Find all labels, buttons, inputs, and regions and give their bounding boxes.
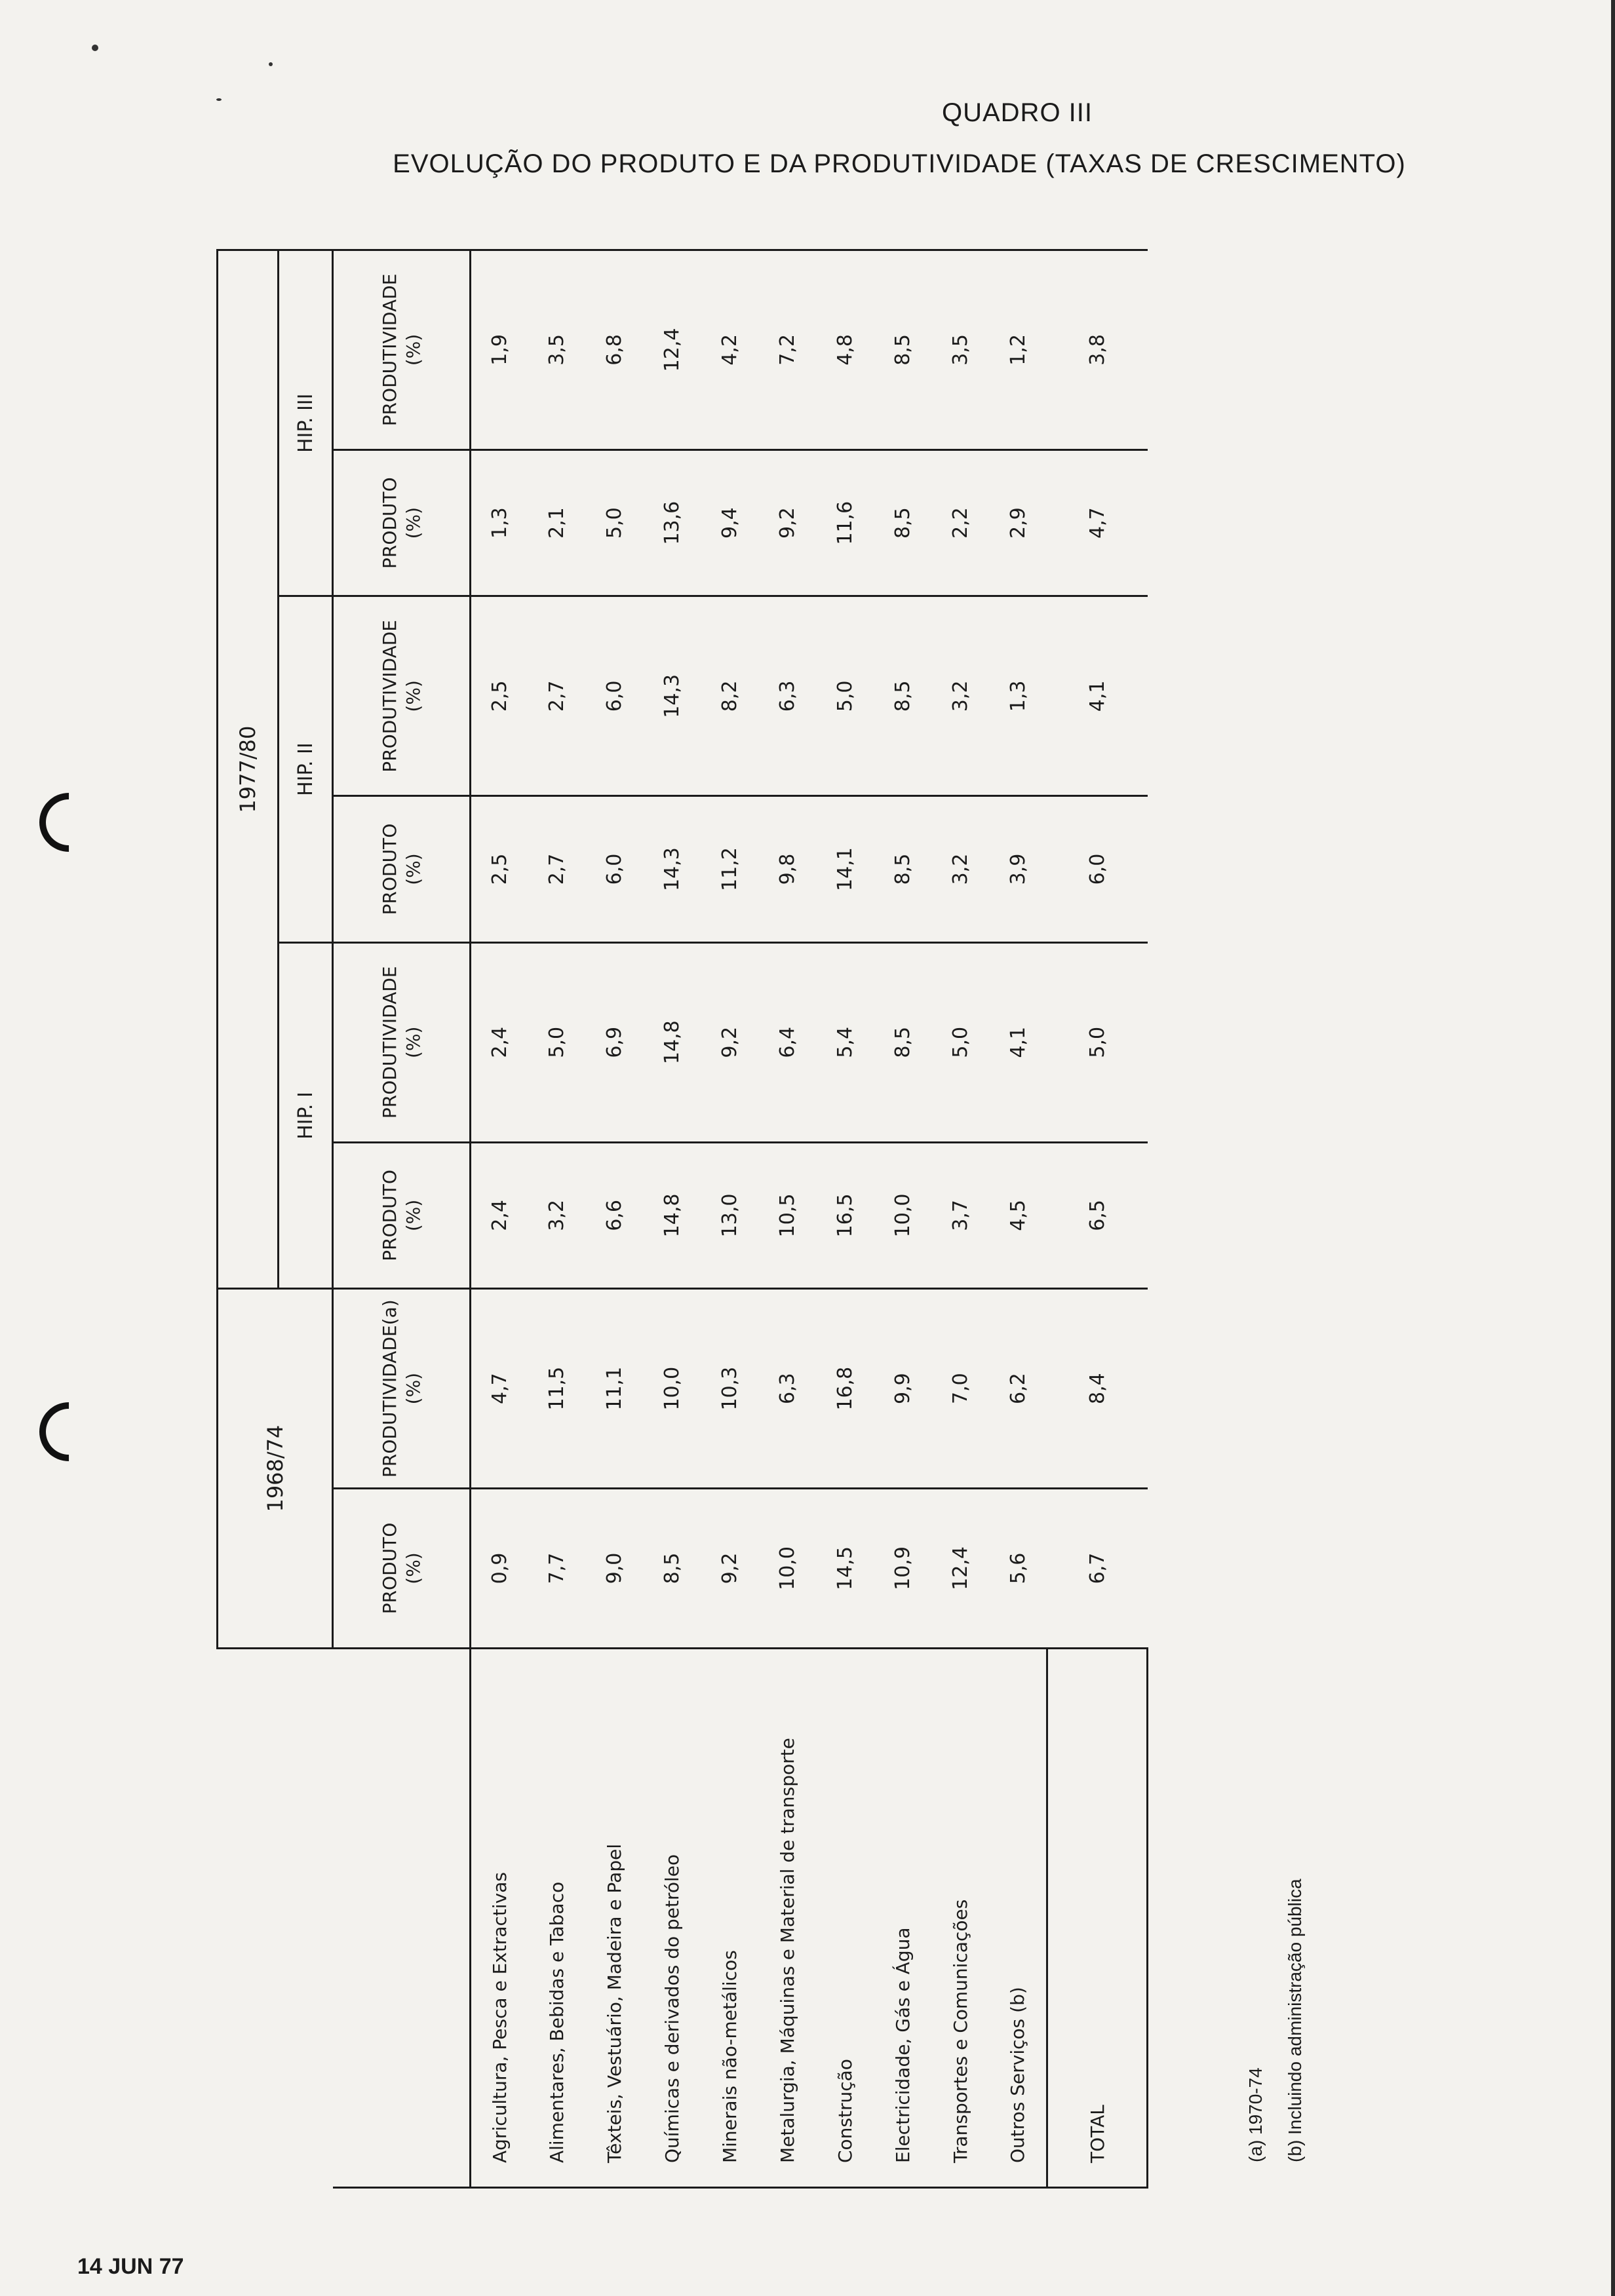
value-cell: 13,0 <box>701 1142 759 1289</box>
produtividade-label: PRODUTIVIDADE <box>378 620 400 773</box>
value-cell: 16,5 <box>817 1142 874 1289</box>
value-cell: 1,3 <box>471 450 528 596</box>
col-produtividade-1968 <box>333 1289 471 1489</box>
value-cell: 4,5 <box>990 1142 1047 1289</box>
total-value-cell: 6,7 <box>1047 1489 1148 1649</box>
total-value-cell: 8,4 <box>1047 1289 1148 1489</box>
speck <box>92 45 98 51</box>
rotated-table-container <box>216 249 1121 2189</box>
table-row <box>874 250 932 2188</box>
total-row <box>1047 250 1148 2188</box>
sector-label: Minerais não-metálicos <box>701 1648 759 2187</box>
value-cell: 3,7 <box>932 1142 990 1289</box>
value-cell: 3,2 <box>528 1142 586 1289</box>
value-cell: 14,8 <box>644 942 701 1142</box>
value-cell: 2,5 <box>471 796 528 943</box>
unit-label: (%) <box>402 680 424 712</box>
value-cell: 6,6 <box>586 1142 644 1289</box>
value-cell: 2,9 <box>990 450 1047 596</box>
value-cell: 8,5 <box>874 450 932 596</box>
produtividade-label: PRODUTIVIDADE <box>378 966 400 1119</box>
value-cell: 4,7 <box>471 1289 528 1489</box>
value-cell: 6,3 <box>759 1289 817 1489</box>
value-cell: 5,0 <box>817 596 874 796</box>
value-cell: 16,8 <box>817 1289 874 1489</box>
value-cell: 2,2 <box>932 450 990 596</box>
value-cell: 8,2 <box>701 596 759 796</box>
unit-label: (%) <box>402 507 424 539</box>
value-cell: 5,4 <box>817 942 874 1142</box>
value-cell: 9,2 <box>701 942 759 1142</box>
value-cell: 6,2 <box>990 1289 1047 1489</box>
value-cell: 14,3 <box>644 596 701 796</box>
produtividade-label: PRODUTIVIDADE <box>378 273 400 427</box>
sector-label: Transportes e Comunicações <box>932 1648 990 2187</box>
value-cell: 14,5 <box>817 1489 874 1649</box>
sector-column-header <box>333 1648 471 2187</box>
date-stamp: 14 JUN 77 <box>77 2254 184 2279</box>
value-cell: 7,0 <box>932 1289 990 1489</box>
unit-label: (%) <box>402 1372 424 1405</box>
value-cell: 4,2 <box>701 250 759 450</box>
produto-label: PRODUTO <box>378 1170 400 1261</box>
value-cell: 12,4 <box>644 250 701 450</box>
value-cell: 6,0 <box>586 796 644 943</box>
table-row <box>759 250 817 2188</box>
value-cell: 8,5 <box>874 796 932 943</box>
punch-hole-top <box>27 780 110 864</box>
sector-label: Construção <box>817 1648 874 2187</box>
unit-label: (%) <box>402 1552 424 1584</box>
blank-corner-2 <box>279 1648 333 2187</box>
period-1977-80-header: 1977/80 <box>218 250 279 1289</box>
table-row <box>528 250 586 2188</box>
value-cell: 8,5 <box>874 250 932 450</box>
total-value-cell: 6,5 <box>1047 1142 1148 1289</box>
period-1968-74-header: 1968/74 <box>218 1289 333 1649</box>
hip-3-header: HIP. III <box>279 250 333 596</box>
produto-label: PRODUTO <box>378 1522 400 1615</box>
page-edge <box>1611 0 1615 2296</box>
value-cell: 4,1 <box>990 942 1047 1142</box>
speck <box>216 98 222 101</box>
col-produtividade-hip1 <box>333 942 471 1142</box>
col-produto-hip3 <box>333 450 471 596</box>
data-table <box>216 249 1148 2189</box>
total-value-cell: 4,1 <box>1047 596 1148 796</box>
value-cell: 3,5 <box>528 250 586 450</box>
unit-label: (%) <box>402 1026 424 1058</box>
value-cell: 7,2 <box>759 250 817 450</box>
sector-label: Alimentares, Bebidas e Tabaco <box>528 1648 586 2187</box>
value-cell: 10,0 <box>644 1289 701 1489</box>
sector-label: Metalurgia, Máquinas e Material de transporte <box>759 1648 817 2187</box>
value-cell: 5,6 <box>990 1489 1047 1649</box>
value-cell: 1,2 <box>990 250 1047 450</box>
table-row <box>932 250 990 2188</box>
value-cell: 11,6 <box>817 450 874 596</box>
footnote-a: (a) 1970-74 <box>1245 2067 1266 2162</box>
value-cell: 14,1 <box>817 796 874 943</box>
value-cell: 14,3 <box>644 796 701 943</box>
value-cell: 4,8 <box>817 250 874 450</box>
table-row <box>701 250 759 2188</box>
sector-label: Têxteis, Vestuário, Madeira e Papel <box>586 1648 644 2187</box>
value-cell: 10,5 <box>759 1142 817 1289</box>
table-row <box>644 250 701 2188</box>
total-label: TOTAL <box>1047 1648 1148 2187</box>
produto-label: PRODUTO <box>378 823 400 915</box>
value-cell: 0,9 <box>471 1489 528 1649</box>
value-cell: 9,0 <box>586 1489 644 1649</box>
value-cell: 11,1 <box>586 1289 644 1489</box>
col-produtividade-hip3 <box>333 250 471 450</box>
table-row <box>990 250 1047 2188</box>
value-cell: 1,3 <box>990 596 1047 796</box>
value-cell: 12,4 <box>932 1489 990 1649</box>
speck <box>269 62 273 66</box>
value-cell: 1,9 <box>471 250 528 450</box>
value-cell: 6,8 <box>586 250 644 450</box>
value-cell: 11,2 <box>701 796 759 943</box>
value-cell: 10,9 <box>874 1489 932 1649</box>
value-cell: 10,0 <box>874 1142 932 1289</box>
value-cell: 2,4 <box>471 942 528 1142</box>
unit-label: (%) <box>402 1199 424 1232</box>
total-value-cell: 4,7 <box>1047 450 1148 596</box>
table-body <box>471 250 1047 2188</box>
sector-label: Químicas e derivados do petróleo <box>644 1648 701 2187</box>
value-cell: 8,5 <box>644 1489 701 1649</box>
footnote-b: (b) Incluindo administração pública <box>1285 1879 1305 2162</box>
value-cell: 6,9 <box>586 942 644 1142</box>
value-cell: 9,8 <box>759 796 817 943</box>
document-subtitle: EVOLUÇÃO DO PRODUTO E DA PRODUTIVIDADE (TAXAS DE CRESCIMENTO) <box>393 149 1406 178</box>
value-cell: 3,2 <box>932 796 990 943</box>
value-cell: 9,2 <box>701 1489 759 1649</box>
col-produto-hip1 <box>333 1142 471 1289</box>
total-value-cell: 6,0 <box>1047 796 1148 943</box>
value-cell: 2,5 <box>471 596 528 796</box>
col-produto-hip2 <box>333 796 471 943</box>
value-cell: 9,4 <box>701 450 759 596</box>
value-cell: 3,9 <box>990 796 1047 943</box>
col-produtividade-hip2 <box>333 596 471 796</box>
value-cell: 2,4 <box>471 1142 528 1289</box>
unit-label: (%) <box>402 853 424 885</box>
value-cell: 2,7 <box>528 796 586 943</box>
value-cell: 2,7 <box>528 596 586 796</box>
sector-label: Outros Serviços (b) <box>990 1648 1047 2187</box>
value-cell: 11,5 <box>528 1289 586 1489</box>
blank-corner <box>218 1648 279 2187</box>
value-cell: 6,0 <box>586 596 644 796</box>
value-cell: 8,5 <box>874 596 932 796</box>
hip-1-header: HIP. I <box>279 942 333 1288</box>
value-cell: 13,6 <box>644 450 701 596</box>
value-cell: 10,0 <box>759 1489 817 1649</box>
sector-label: Agricultura, Pesca e Extractivas <box>471 1648 528 2187</box>
value-cell: 6,3 <box>759 596 817 796</box>
table-row <box>817 250 874 2188</box>
col-produto-1968 <box>333 1489 471 1649</box>
value-cell: 5,0 <box>528 942 586 1142</box>
total-value-cell: 3,8 <box>1047 250 1148 450</box>
document-title: QUADRO III <box>941 98 1093 127</box>
value-cell: 9,2 <box>759 450 817 596</box>
value-cell: 8,5 <box>874 942 932 1142</box>
punch-hole-bottom <box>27 1390 110 1473</box>
table-row <box>586 250 644 2188</box>
unit-label: (%) <box>402 334 424 366</box>
value-cell: 3,5 <box>932 250 990 450</box>
value-cell: 9,9 <box>874 1289 932 1489</box>
value-cell: 3,2 <box>932 596 990 796</box>
produto-label: PRODUTO <box>378 477 400 569</box>
value-cell: 2,1 <box>528 450 586 596</box>
total-value-cell: 5,0 <box>1047 942 1148 1142</box>
value-cell: 5,0 <box>932 942 990 1142</box>
value-cell: 14,8 <box>644 1142 701 1289</box>
sector-label: Electricidade, Gás e Água <box>874 1648 932 2187</box>
produtividade-a-label: PRODUTIVIDADE(a) <box>378 1299 400 1478</box>
value-cell: 5,0 <box>586 450 644 596</box>
table-row <box>471 250 528 2188</box>
value-cell: 6,4 <box>759 942 817 1142</box>
value-cell: 7,7 <box>528 1489 586 1649</box>
value-cell: 10,3 <box>701 1289 759 1489</box>
hip-2-header: HIP. II <box>279 596 333 942</box>
